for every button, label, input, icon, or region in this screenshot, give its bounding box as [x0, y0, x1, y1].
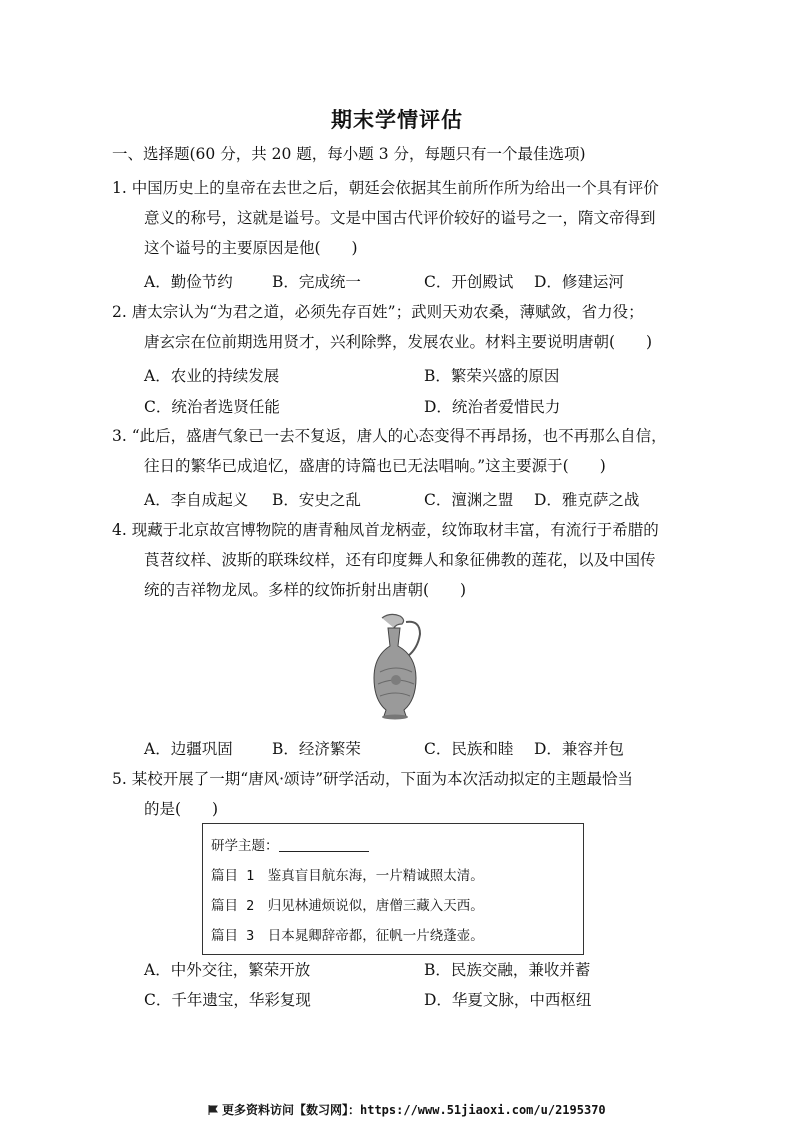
- q5-option-b: B．民族交融，兼收并蓄: [424, 961, 591, 979]
- phoenix-head-ewer-image: [360, 612, 432, 720]
- q5-line-2: 的是( ): [144, 800, 219, 818]
- q2-option-c: C．统治者选贤任能: [144, 398, 280, 416]
- q2-option-a: A．农业的持续发展: [144, 367, 280, 385]
- q1-option-b: B．完成统一: [272, 273, 361, 291]
- q5-option-a: A．中外交往，繁荣开放: [144, 961, 311, 979]
- study-topic-box: [202, 823, 584, 955]
- q4-line-2: 莨苕纹样、波斯的联珠纹样，还有印度舞人和象征佛教的莲花，以及中国传: [144, 551, 656, 569]
- poem-item-3: 篇目 3 日本晁卿辞帝都，征帆一片绕蓬壶。: [211, 928, 484, 944]
- poem-item-2: 篇目 2 归见林逋烦说似，唐僧三藏入天西。: [211, 898, 484, 914]
- q4-line-3: 统的吉祥物龙凤。多样的纹饰折射出唐朝( ): [144, 581, 467, 599]
- q4-option-b: B．经济繁荣: [272, 740, 361, 758]
- q3-option-b: B．安史之乱: [272, 491, 361, 509]
- q1-line-3: 这个谥号的主要原因是他( ): [144, 239, 358, 257]
- flag-icon: [208, 1105, 218, 1115]
- q4-option-a: A．边疆巩固: [144, 740, 233, 758]
- q1-option-c: C．开创殿试: [424, 273, 514, 291]
- q3-option-d: D．雅克萨之战: [534, 491, 640, 509]
- footer-link[interactable]: [208, 1101, 606, 1118]
- q1-line-1: 1. 中国历史上的皇帝在去世之后，朝廷会依据其生前所作所为给出一个具有评价: [112, 179, 659, 197]
- q1-line-2: 意义的称号，这就是谥号。文是中国古代评价较好的谥号之一，隋文帝得到: [144, 209, 656, 227]
- q3-line-1: 3. “此后，盛唐气象已一去不复返，唐人的心态变得不再昂扬，也不再那么自信，: [112, 427, 667, 445]
- q2-option-b: B．繁荣兴盛的原因: [424, 367, 560, 385]
- q3-option-a: A．李自成起义: [144, 491, 249, 509]
- q2-line-1: 2. 唐太宗认为“为君之道，必须先存百姓”；武则天劝农桑，薄赋敛，省力役；: [112, 303, 644, 321]
- q3-option-c: C．澶渊之盟: [424, 491, 514, 509]
- q1-option-d: D．修建运河: [534, 273, 624, 291]
- study-topic-blank: [279, 837, 369, 852]
- q2-line-2: 唐玄宗在位前期选用贤才，兴利除弊，发展农业。材料主要说明唐朝( ): [144, 333, 653, 351]
- q3-line-2: 往日的繁华已成追忆，盛唐的诗篇也已无法唱响。”这主要源于( ): [144, 457, 606, 475]
- q4-option-d: D．兼容并包: [534, 740, 624, 758]
- poem-item-1: 篇目 1 鉴真盲目航东海，一片精诚照太清。: [211, 868, 484, 884]
- q4-option-c: C．民族和睦: [424, 740, 514, 758]
- page-title: 期末学情评估: [331, 107, 463, 132]
- section-heading: 一、选择题(60 分，共 20 题，每小题 3 分，每题只有一个最佳选项): [112, 145, 586, 163]
- study-topic-label: 研学主题：: [211, 838, 279, 854]
- q5-line-1: 5. 某校开展了一期“唐风·颂诗”研学活动，下面为本次活动拟定的主题最恰当: [112, 770, 633, 788]
- q4-line-1: 4. 现藏于北京故宫博物院的唐青釉凤首龙柄壶，纹饰取材丰富，有流行于希腊的: [112, 521, 659, 539]
- q5-option-d: D．华夏文脉，中西枢纽: [424, 991, 592, 1009]
- footer-text: 更多资料访问【数习网】：https://www.51jiaoxi.com/u/2195370: [222, 1103, 606, 1117]
- q5-option-c: C．千年遗宝，华彩复现: [144, 991, 311, 1009]
- study-topic-row: [211, 834, 369, 854]
- q2-option-d: D．统治者爱惜民力: [424, 398, 561, 416]
- q1-option-a: A．勤俭节约: [144, 273, 233, 291]
